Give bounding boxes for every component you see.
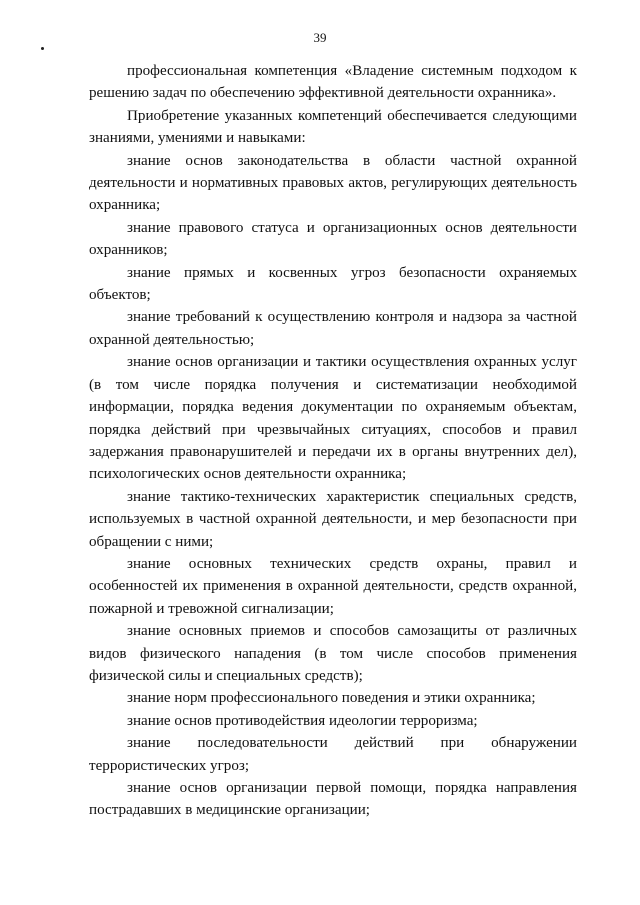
list-item-threats: знание прямых и косвенных угроз безопасности охраняемых объектов;: [89, 264, 577, 304]
list-item-self-defense: знание основных приемов и способов самозащиты от различных видов физического нападения (в том числе способов применения физической силы и специальных средств);: [89, 623, 577, 684]
document-body: [89, 60, 577, 822]
list-item-terror-response: знание последовательности действий при обнаружении террористических угроз;: [89, 735, 577, 774]
list-item-counter-terrorism: знание основ противодействия идеологии терроризма;: [127, 712, 478, 729]
list-item-special-means: знание тактико-технических характеристик специальных средств, используемых в частной охранной деятельности, и мер безопасности при обращении с ними;: [89, 488, 577, 550]
list-item-tactics: знание основ организации и тактики осуществления охранных услуг (в том числе порядка получения и систематизации необходимой информации, порядка ведения документации по охраняемым объектам, порядка действий при чрезвычайных ситуациях, способов и правил задержания правонарушителей и передачи их в органы внутренних дел), психологических основ деятельности охранника;: [89, 354, 577, 483]
list-item-legislation: знание основ законодательства в области частной охранной деятельности и нормативных правовых актов, регулирующих деятельность охранника;: [89, 152, 577, 214]
list-item-legal-status: знание правового статуса и организационных основ деятельности охранников;: [89, 219, 577, 259]
list-item-technical-means: знание основных технических средств охраны, правил и особенностей их применения в охранной деятельности, средств охранной, пожарной и тревожной сигнализации;: [89, 555, 577, 617]
paragraph-competence: профессиональная компетенция «Владение системным подходом к решению задач по обеспечению эффективной деятельности охранника».: [89, 63, 577, 102]
page-number: 39: [313, 30, 327, 45]
paragraph-acquisition: Приобретение указанных компетенций обеспечивается следующими знаниями, умениями и навыками:: [89, 107, 577, 147]
scan-speck: [41, 47, 44, 50]
list-item-first-aid: знание основ организации первой помощи, порядка направления пострадавших в медицинские организации;: [89, 780, 577, 819]
list-item-ethics: знание норм профессионального поведения и этики охранника;: [127, 690, 536, 707]
list-item-supervision: знание требований к осуществлению контроля и надзора за частной охранной деятельностью;: [89, 309, 577, 348]
